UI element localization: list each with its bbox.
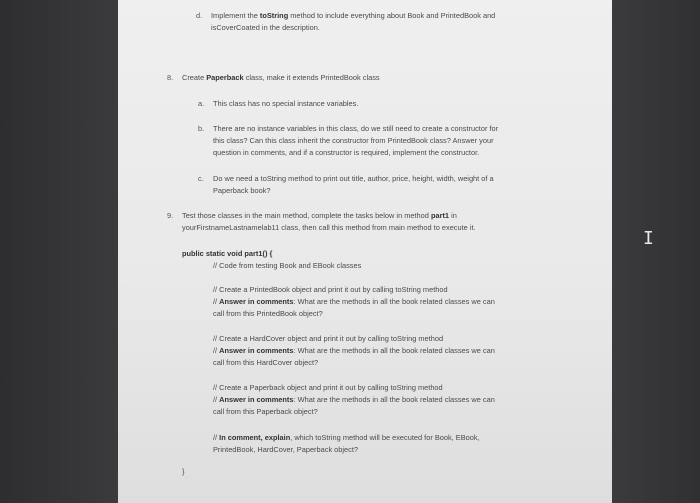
explain-comment-1: // In comment, explain, which toString method will be executed for Book, EBook, <box>213 433 480 442</box>
explain-comment-2: PrintedBook, HardCover, Paperback object? <box>213 445 359 454</box>
printedbook-comment-1: // Create a PrintedBook object and print it out by calling toString method <box>213 285 448 294</box>
item-9-line1: Test those classes in the main method, complete the tasks below in method part1 in <box>182 211 457 220</box>
item-d-marker: d. <box>196 11 203 20</box>
item-9-line2: yourFirstnameLastnamelab11 class, then call this method from main method to execute it. <box>182 223 476 232</box>
paperback-comment-3: call from this Paperback object? <box>213 407 318 416</box>
document-page <box>118 0 612 503</box>
item-8c-line1: Do we need a toString method to print out title, author, price, height, width, weight of a <box>213 174 494 183</box>
hardcover-comment-2: // Answer in comments: What are the methods in all the book related classes we can <box>213 346 495 355</box>
code-signature: public static void part1() { <box>182 249 273 258</box>
item-8b-marker: b. <box>198 124 205 133</box>
printedbook-comment-3: call from this PrintedBook object? <box>213 309 323 318</box>
item-8-marker: 8. <box>167 73 174 82</box>
hardcover-comment-1: // Create a HardCover object and print it out by calling toString method <box>213 334 444 343</box>
item-d-line1: Implement the toString method to include everything about Book and PrintedBook and <box>211 11 496 20</box>
item-8a-text: This class has no special instance variables. <box>213 99 359 108</box>
right-dark-margin <box>612 0 700 503</box>
item-8b-line1: There are no instance variables in this class, do we still need to create a constructor for <box>213 124 499 133</box>
item-8b-line2: this class? Can this class inherit the constructor from PrintedBook class? Answer your <box>213 136 494 145</box>
code-closing-brace: } <box>182 467 185 476</box>
item-9-marker: 9. <box>167 211 174 220</box>
item-8b-line3: question in comments, and if a constructor is required, implement the constructor. <box>213 148 480 157</box>
item-8a-marker: a. <box>198 99 205 108</box>
text-cursor-icon: I <box>643 228 654 249</box>
left-dark-margin <box>0 0 118 503</box>
paperback-comment-2: // Answer in comments: What are the methods in all the book related classes we can <box>213 395 495 404</box>
printedbook-comment-2: // Answer in comments: What are the methods in all the book related classes we can <box>213 297 495 306</box>
hardcover-comment-3: call from this HardCover object? <box>213 358 319 367</box>
item-d-line2: isCoverCoated in the description. <box>211 23 320 32</box>
code-comment-1: // Code from testing Book and EBook classes <box>213 261 362 270</box>
paperback-comment-1: // Create a Paperback object and print it out by calling toString method <box>213 383 443 392</box>
item-8c-line2: Paperback book? <box>213 186 271 195</box>
item-8-heading: Create Paperback class, make it extends PrintedBook class <box>182 73 380 82</box>
item-8c-marker: c. <box>198 174 204 183</box>
